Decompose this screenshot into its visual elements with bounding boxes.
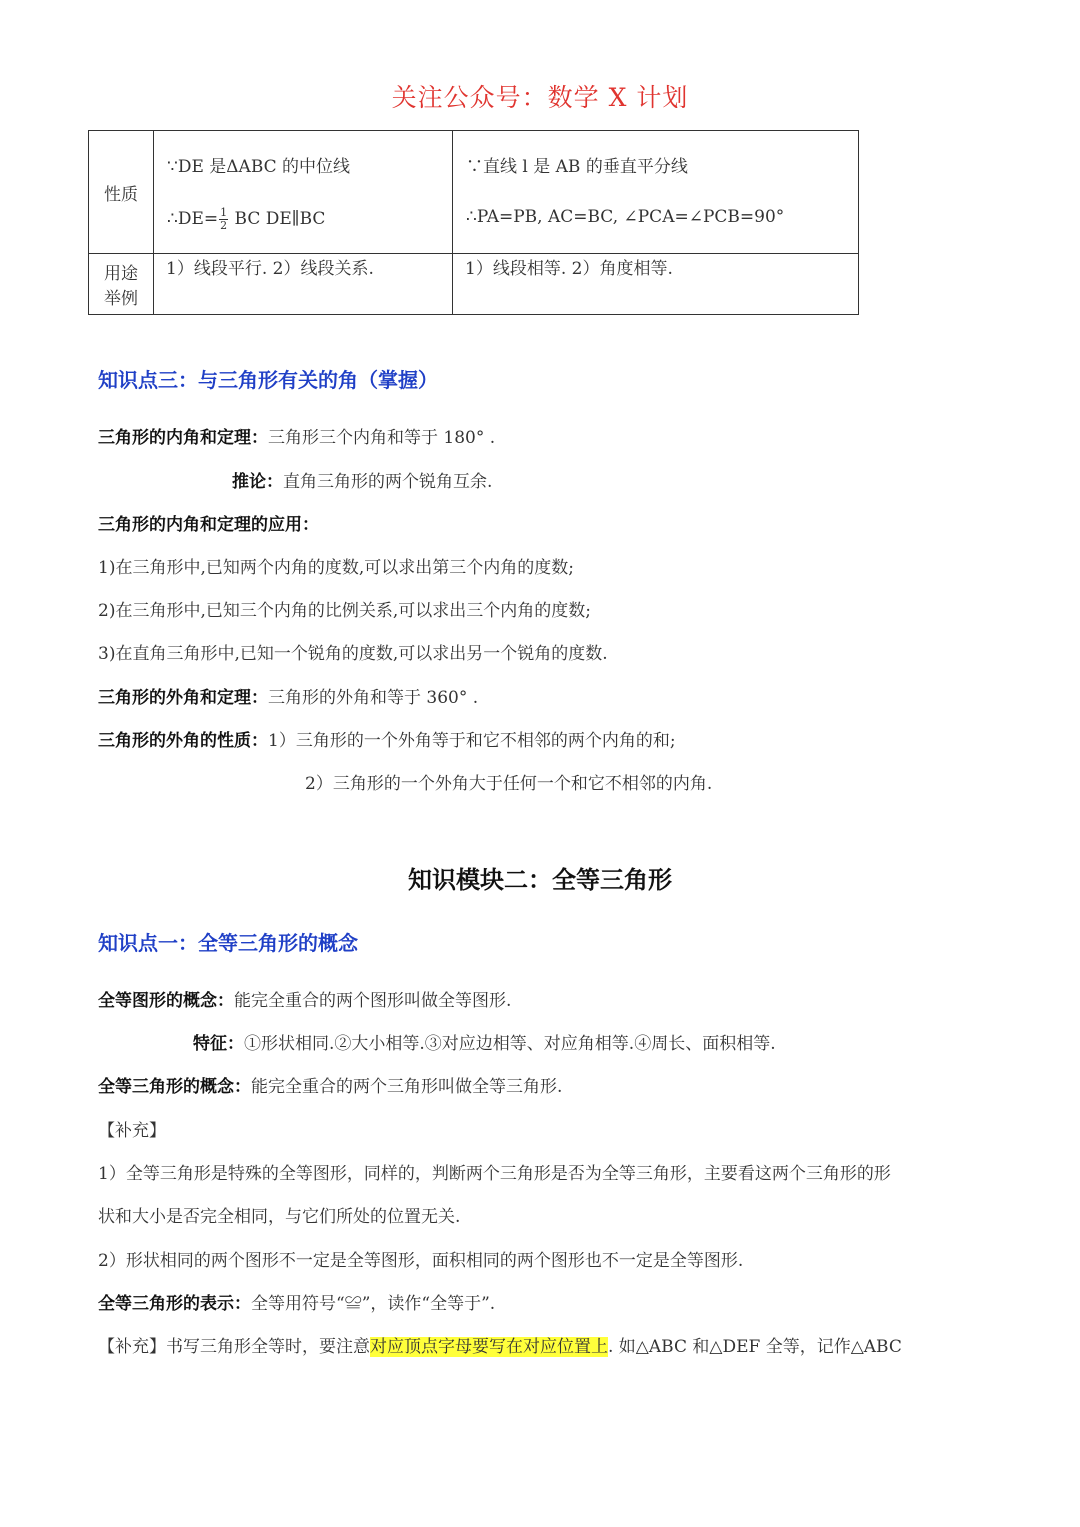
table-row xyxy=(89,254,859,315)
table-row xyxy=(89,131,859,254)
exterior-property-label: 三角形的外角的性质： xyxy=(98,731,268,751)
writing-note-suffix: . 如△ABC 和△DEF 全等，记作△ABC xyxy=(608,1337,902,1357)
notation-label: 全等三角形的表示： xyxy=(98,1294,251,1314)
exterior-property-2: 2）三角形的一个外角大于任何一个和它不相邻的内角. xyxy=(305,774,713,794)
supplement-label: 【补充】 xyxy=(98,1121,166,1141)
exterior-sum-text: 三角形的外角和等于 360° . xyxy=(268,688,479,708)
writing-note xyxy=(98,1332,902,1357)
section3-heading: 知识点三：与三角形有关的角（掌握） xyxy=(98,368,438,392)
features xyxy=(193,1029,776,1054)
application-item-1: 1)在三角形中,已知两个内角的度数,可以求出第三个内角的度数; xyxy=(98,558,574,578)
supplement-2: 2）形状相同的两个图形不一定是全等图形，面积相同的两个图形也不一定是全等图形. xyxy=(98,1251,744,1271)
cell-midline-usage: 1）线段平行. 2）线段关系. xyxy=(154,254,453,315)
congruent-figure-text: 能完全重合的两个图形叫做全等图形. xyxy=(234,991,512,1011)
congruent-triangle-label: 全等三角形的概念： xyxy=(98,1077,251,1097)
corollary-text: 直角三角形的两个锐角互余. xyxy=(283,472,493,492)
supplement-1-line2: 状和大小是否完全相同，与它们所处的位置无关. xyxy=(98,1207,461,1227)
module2-title: 知识模块二：全等三角形 xyxy=(408,866,672,894)
fraction-one-half xyxy=(219,207,228,232)
cell-bisector-usage: 1）线段相等. 2）角度相等. xyxy=(453,254,859,315)
cell-midline-property xyxy=(154,131,453,254)
angle-sum-theorem xyxy=(98,423,495,448)
supplement-1-line1: 1）全等三角形是特殊的全等图形，同样的，判断两个三角形是否为全等三角形，主要看这两个三角形的形 xyxy=(98,1164,891,1184)
bisector-given: ∵直线 l 是 AB 的垂直平分线 xyxy=(466,157,688,177)
congruent-triangle-text: 能完全重合的两个三角形叫做全等三角形. xyxy=(251,1077,563,1097)
row-label-property: 性质 xyxy=(89,131,154,254)
exterior-property-1: 1）三角形的一个外角等于和它不相邻的两个内角的和; xyxy=(268,731,676,751)
application-item-3: 3)在直角三角形中,已知一个锐角的度数,可以求出另一个锐角的度数. xyxy=(98,644,608,664)
cell-bisector-property xyxy=(453,131,859,254)
exterior-sum-label: 三角形的外角和定理： xyxy=(98,688,268,708)
usage-label-line2: 举例 xyxy=(104,289,138,309)
page-header-title: 关注公众号：数学 X 计划 xyxy=(391,83,689,112)
row-label-usage xyxy=(89,254,154,315)
features-label: 特征： xyxy=(193,1034,244,1054)
angle-sum-text: 三角形三个内角和等于 180° . xyxy=(268,428,496,448)
properties-table xyxy=(88,130,859,315)
congruent-triangle-concept xyxy=(98,1072,562,1097)
application-label: 三角形的内角和定理的应用： xyxy=(98,515,319,535)
usage-label-line1: 用途 xyxy=(104,264,138,284)
midline-conclusion xyxy=(155,207,451,232)
corollary xyxy=(232,467,492,492)
angle-sum-label: 三角形的内角和定理： xyxy=(98,428,268,448)
fraction-denominator: 2 xyxy=(220,219,228,232)
midline-conclusion-suffix: BC DE∥BC xyxy=(229,209,326,229)
corollary-label: 推论： xyxy=(232,472,283,492)
notation xyxy=(98,1289,495,1314)
writing-note-prefix: 【补充】书写三角形全等时，要注意 xyxy=(98,1337,370,1357)
congruent-figure-label: 全等图形的概念： xyxy=(98,991,234,1011)
writing-note-highlight: 对应顶点字母要写在对应位置上 xyxy=(370,1337,608,1357)
congruent-figure-concept xyxy=(98,986,511,1011)
midline-conclusion-prefix: ∴DE= xyxy=(167,209,219,229)
bisector-conclusion: ∴PA=PB, AC=BC, ∠PCA=∠PCB=90° xyxy=(466,207,785,227)
exterior-sum-theorem xyxy=(98,683,478,708)
features-text: ①形状相同.②大小相等.③对应边相等、对应角相等.④周长、面积相等. xyxy=(244,1034,776,1054)
module2-heading: 知识点一：全等三角形的概念 xyxy=(98,931,358,955)
application-item-2: 2)在三角形中,已知三个内角的比例关系,可以求出三个内角的度数; xyxy=(98,601,591,621)
notation-text: 全等用符号“≌”，读作“全等于”. xyxy=(251,1294,496,1314)
fraction-numerator: 1 xyxy=(220,206,228,219)
exterior-property xyxy=(98,726,676,751)
midline-given: ∵DE 是ΔABC 的中位线 xyxy=(167,157,351,177)
